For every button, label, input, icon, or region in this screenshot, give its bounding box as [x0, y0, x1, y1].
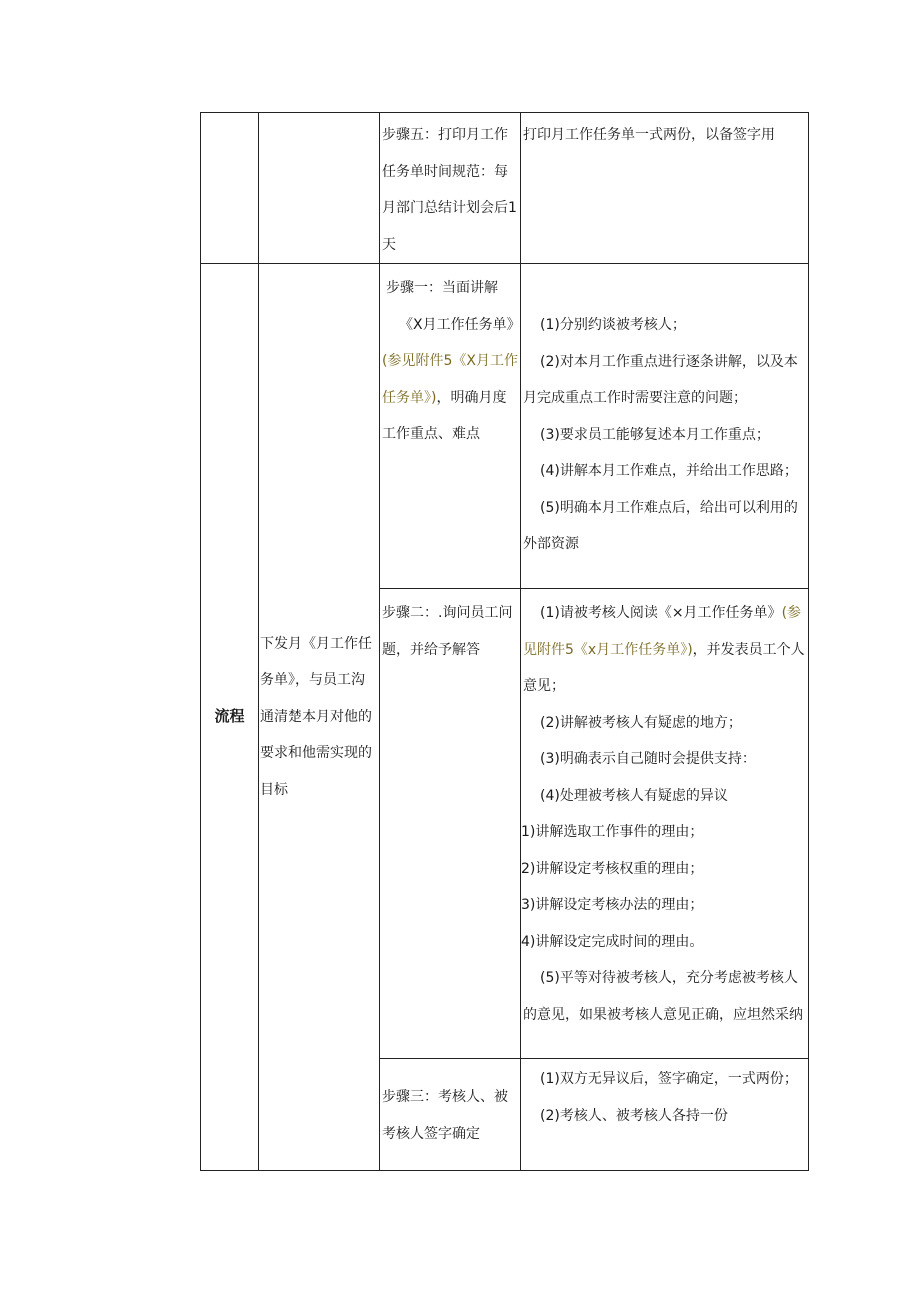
empty-cell [259, 113, 380, 264]
list-item: (4)处理被考核人有疑虑的异议 [540, 787, 728, 804]
step5-detail-text: 打印月工作任务单一式两份，以备签字用 [523, 127, 775, 143]
list-item: (1)分别约谈被考核人； [540, 317, 686, 333]
sub-item: 3)讲解设定考核办法的理由； [521, 897, 704, 913]
step5-detail-cell [521, 113, 809, 264]
step5-cell [380, 113, 521, 264]
step1-goal: ，明确月度工作重点、难点 [382, 389, 507, 442]
step1-appendix-link[interactable]: (参见附件5《X月工作任务单》) [382, 353, 518, 406]
step1-detail-cell [521, 264, 809, 589]
list-item: (3)明确表示自己随时会提供支持： [540, 751, 756, 767]
list-item: (1)双方无异议后，签字确定，一式两份； [540, 1071, 798, 1087]
table-row [201, 113, 809, 264]
step3-title: 步骤三：考核人、被考核人签字确定 [382, 1089, 508, 1142]
step1-title: 步骤一：当面讲解 [386, 280, 498, 296]
sub-item: 1)讲解选取工作事件的理由； [521, 824, 704, 840]
step2-title: 步骤二：.询问员工问题，并给予解答 [382, 605, 513, 658]
task-cell [259, 264, 380, 1171]
process-table [200, 112, 809, 1171]
step2-item1-a: (1)请被考核人阅读《×月工作任务单》 [540, 605, 782, 621]
step2-cell [380, 589, 521, 1059]
step1-form-name: 《X月工作任务单》 [399, 316, 521, 333]
section-label: 流程 [214, 707, 245, 726]
sub-item: 4)讲解设定完成时间的理由。 [521, 933, 704, 950]
step2-appendix-link[interactable]: (参见附件5《x月工作任务单》) [523, 605, 802, 658]
empty-cell [201, 113, 259, 264]
step2-item1-b: ，并发表员工个人意见； [523, 641, 805, 694]
table-row [201, 264, 809, 589]
step1-desc [380, 307, 520, 453]
list-item [521, 595, 808, 705]
step5-text: 步骤五：打印月工作任务单时间规范：每月部门总结计划会后1天 [382, 127, 517, 253]
list-item: (2)讲解被考核人有疑虑的地方； [540, 714, 742, 731]
list-item: (2)考核人、被考核人各持一份 [540, 1107, 728, 1124]
list-item: (3)要求员工能够复述本月工作重点； [540, 426, 770, 443]
step3-cell [380, 1059, 521, 1171]
step2-detail-cell [521, 589, 809, 1059]
list-item: (4)讲解本月工作难点，并给出工作思路； [540, 463, 798, 479]
list-item: (2)对本月工作重点进行逐条讲解，以及本月完成重点工作时需要注意的问题； [523, 353, 798, 406]
task-text: 下发月《月工作任务单》，与员工沟通清楚本月对他的要求和他需实现的目标 [260, 635, 372, 798]
section-label-cell [201, 264, 259, 1171]
step1-cell [380, 264, 521, 589]
step3-detail-cell [521, 1059, 809, 1171]
list-item: (5)平等对待被考核人，充分考虑被考核人的意见，如果被考核人意见正确，应坦然采纳 [523, 970, 803, 1023]
list-item: (5)明确本月工作难点后，给出可以利用的外部资源 [523, 499, 798, 552]
sub-item: 2)讲解设定考核权重的理由； [521, 860, 704, 877]
